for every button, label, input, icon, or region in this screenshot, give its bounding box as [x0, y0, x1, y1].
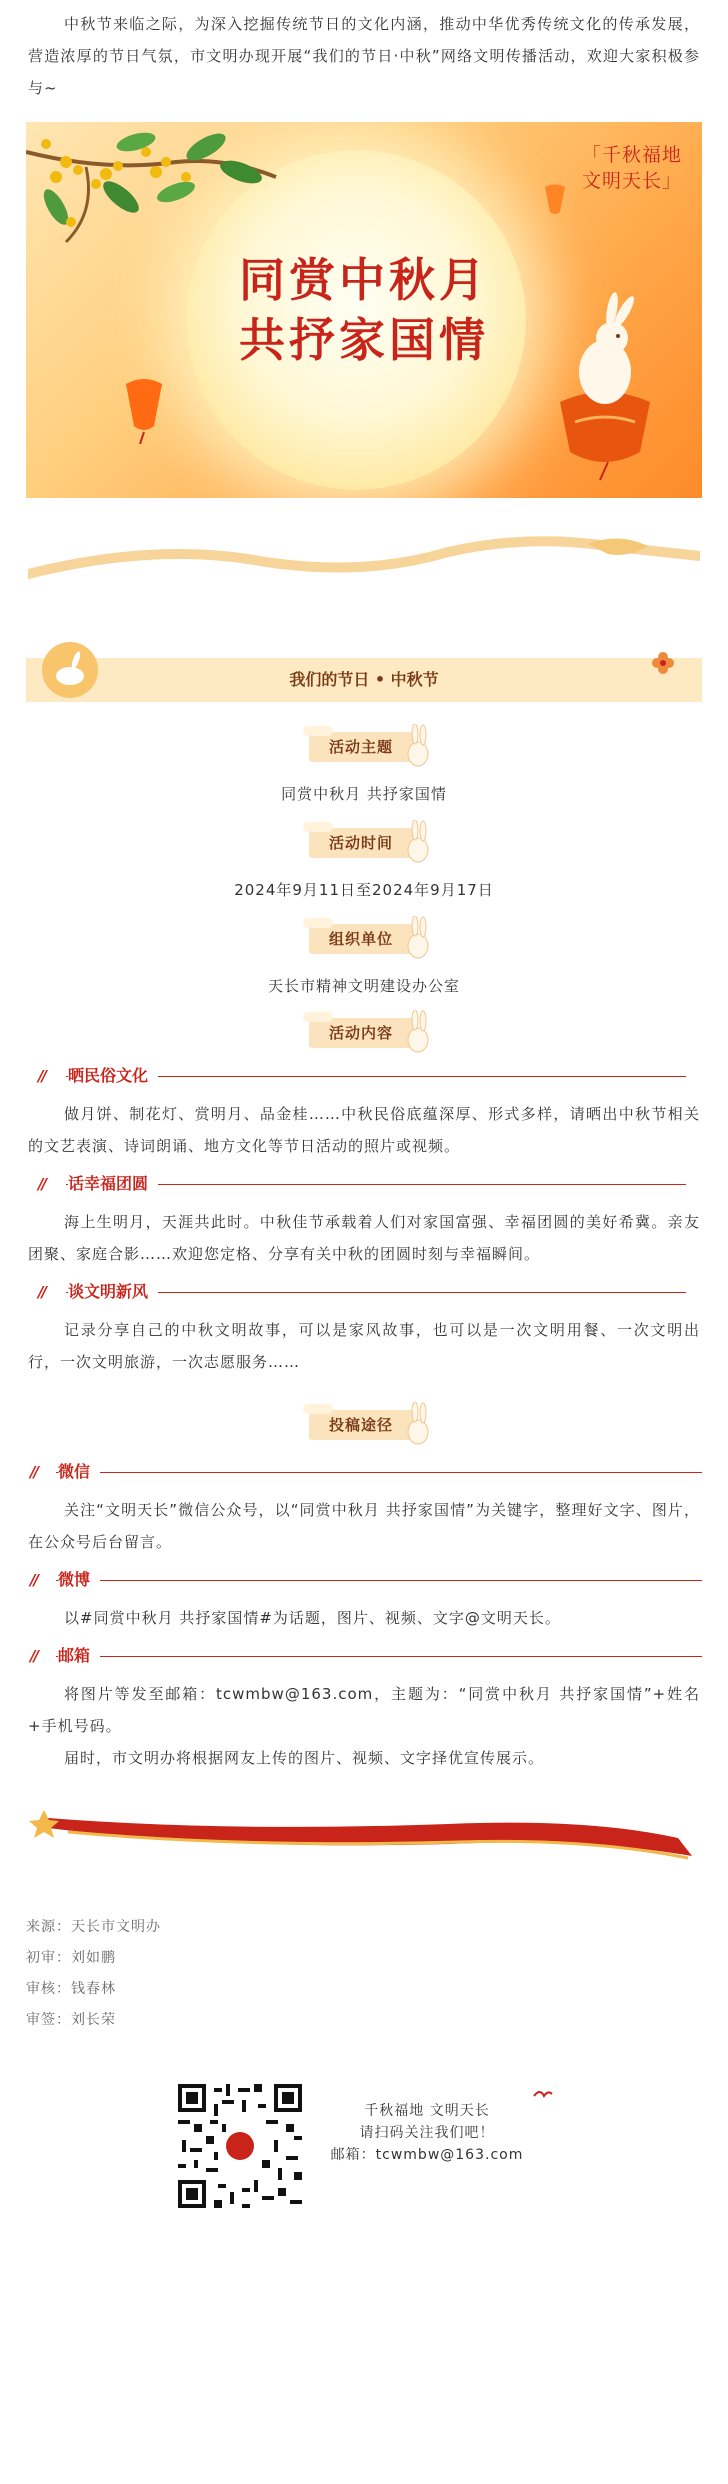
lantern-icon: [120, 374, 168, 444]
credit-approval: 审签：刘长荣: [26, 2012, 116, 2028]
decorative-wave-divider: [28, 534, 700, 584]
theme-value: 同赏中秋月 共抒家国情: [281, 785, 447, 803]
subheading-title: 晒民俗文化: [68, 1064, 158, 1088]
banner-title-line2: 共抒家国情: [239, 313, 489, 367]
lantern-icon: [540, 182, 570, 222]
rabbit-icon: [403, 724, 433, 768]
footer-cta: 请扫码关注我们吧！: [359, 2125, 495, 2141]
content-paragraph: 海上生明月，天涯共此时。中秋佳节承载着人们对家国富强、幸福团圆的美好希冀。亲友团聚、家庭合影……欢迎您定格、分享有关中秋的团圆时刻与幸福瞬间。: [28, 1213, 700, 1263]
banner-corner-tag: [582, 142, 682, 194]
banner-title-line1: 同赏中秋月: [239, 253, 489, 307]
tag-submit: [299, 1402, 429, 1446]
footer-text: [322, 2100, 532, 2166]
corner-line2: 文明天长」: [581, 170, 682, 192]
tag-label: 活动主题: [328, 738, 393, 756]
credit-first-review: 初审：刘如鹏: [26, 1950, 116, 1966]
qr-code-icon[interactable]: [174, 2080, 306, 2212]
tag-label: 活动时间: [328, 834, 393, 852]
submit-subheading: [26, 1644, 702, 1668]
time-value: 2024年9月11日至2024年9月17日: [234, 881, 494, 899]
section-title: 我们的节日 • 中秋节: [289, 670, 439, 689]
corner-line1: 「千秋福地: [581, 144, 682, 166]
rabbit-icon: [403, 916, 433, 960]
tag-content: [299, 1010, 429, 1054]
rabbit-icon: [403, 820, 433, 864]
bird-icon: [532, 2086, 562, 2102]
subheading-title: 微博: [58, 1568, 100, 1592]
submit-subheading: [26, 1460, 702, 1484]
footer: [0, 2080, 728, 2200]
red-ribbon-divider: [28, 1798, 700, 1868]
tag-theme: [299, 724, 429, 768]
content-paragraph: 记录分享自己的中秋文明故事，可以是家风故事，也可以是一次文明用餐、一次文明出行，一次文明旅游，一次志愿服务……: [28, 1321, 700, 1371]
credit-review: 审核：钱春林: [26, 1981, 116, 1997]
rabbit-icon: [403, 1402, 433, 1446]
flower-icon: [652, 652, 674, 674]
rabbit-icon: [403, 1010, 433, 1054]
subheading-title: 邮箱: [58, 1644, 100, 1668]
slash-marks-icon: //: [38, 1283, 45, 1301]
footer-slogan: 千秋福地 文明天长: [364, 2103, 490, 2119]
banner-image: [26, 122, 702, 498]
tag-org: [299, 916, 429, 960]
submit-paragraph: 将图片等发至邮箱：tcwmbw@163.com，主题为：“同赏中秋月 共抒家国情”+姓名+手机号码。: [28, 1685, 700, 1735]
tag-label: 活动内容: [328, 1024, 393, 1042]
intro-paragraph: 中秋节来临之际，为深入挖掘传统节日的文化内涵，推动中华优秀传统文化的传承发展，营造浓厚的节日气氛，市文明办现开展“我们的节日·中秋”网络文明传播活动，欢迎大家积极参与~: [28, 15, 700, 97]
closing-paragraph: 届时，市文明办将根据网友上传的图片、视频、文字择优宣传展示。: [64, 1749, 545, 1767]
content-paragraph: 做月饼、制花灯、赏明月、品金桂……中秋民俗底蕴深厚、形式多样，请晒出中秋节相关的文艺表演、诗词朗诵、地方文化等节日活动的照片或视频。: [28, 1105, 700, 1155]
submit-subheading: [26, 1568, 702, 1592]
tag-time: [299, 820, 429, 864]
credits-block: [0, 1912, 728, 2036]
slash-marks-icon: //: [30, 1571, 37, 1589]
submit-paragraph: 以#同赏中秋月 共抒家国情#为话题，图片、视频、文字@文明天长。: [64, 1609, 561, 1627]
org-value: 天长市精神文明建设办公室: [267, 977, 460, 995]
footer-email: 邮箱：tcwmbw@163.com: [330, 2147, 524, 2163]
slash-marks-icon: //: [38, 1067, 45, 1085]
slash-marks-icon: //: [30, 1647, 37, 1665]
rabbit-on-lantern-icon: [550, 292, 660, 482]
slash-marks-icon: //: [38, 1175, 45, 1193]
content-subheading: [26, 1064, 702, 1088]
content-subheading: [26, 1172, 702, 1196]
slash-marks-icon: //: [30, 1463, 37, 1481]
section-header-bar: [26, 658, 702, 702]
content-subheading: [26, 1280, 702, 1304]
subheading-title: 谈文明新风: [68, 1280, 158, 1304]
subheading-title: 微信: [58, 1460, 100, 1484]
tag-label: 组织单位: [328, 930, 393, 948]
subheading-title: 话幸福团圆: [68, 1172, 158, 1196]
submit-paragraph: 关注“文明天长”微信公众号，以“同赏中秋月 共抒家国情”为关键字，整理好文字、图片，在公众号后台留言。: [28, 1501, 700, 1551]
credit-source: 来源：天长市文明办: [26, 1919, 161, 1935]
tag-label: 投稿途径: [328, 1416, 393, 1434]
